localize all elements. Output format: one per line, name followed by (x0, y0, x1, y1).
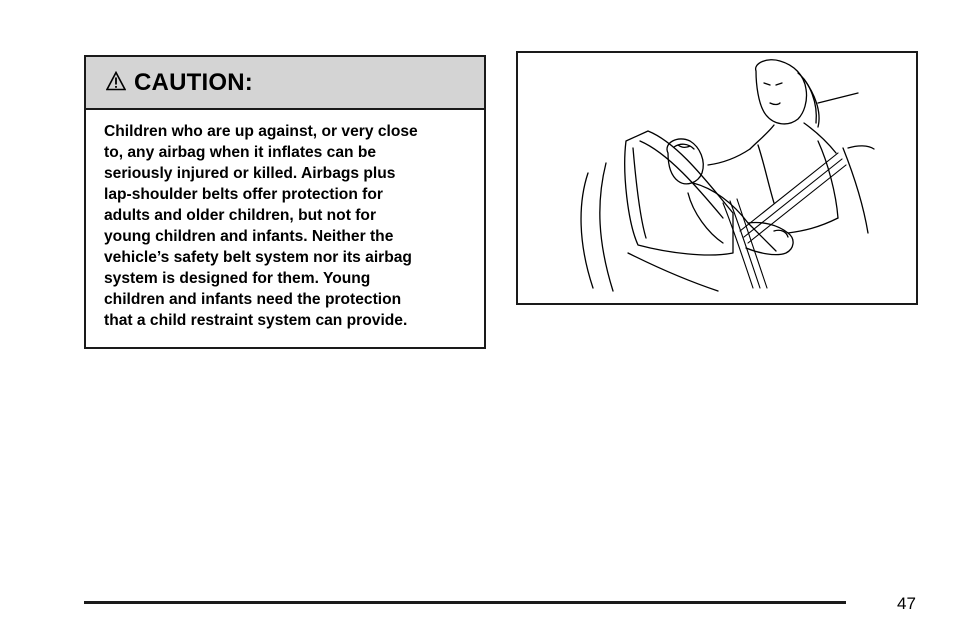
caution-line: adults and older children, but not for (104, 207, 377, 224)
caution-text (86, 110, 484, 331)
caution-line: seriously injured or killed. Airbags plus (104, 165, 396, 182)
caution-box (84, 55, 486, 349)
caution-line: Children who are up against, or very close (104, 123, 418, 140)
footer-rule (84, 601, 846, 604)
adult-holding-child-illustration (518, 53, 916, 303)
page-number: 47 (897, 594, 916, 613)
caution-line: lap-shoulder belts offer protection for (104, 186, 383, 203)
caution-line: children and infants need the protection (104, 291, 402, 308)
illustration-frame (516, 51, 918, 305)
caution-header (86, 57, 484, 110)
caution-line: to, any airbag when it inflates can be (104, 144, 377, 161)
caution-line: vehicle’s safety belt system nor its airbag (104, 249, 412, 266)
caution-line: young children and infants. Neither the (104, 228, 394, 245)
caution-line: system is designed for them. Young (104, 270, 371, 287)
caution-title: CAUTION: (134, 68, 253, 96)
caution-line: that a child restraint system can provide. (104, 312, 408, 329)
warning-triangle-icon (106, 71, 126, 91)
